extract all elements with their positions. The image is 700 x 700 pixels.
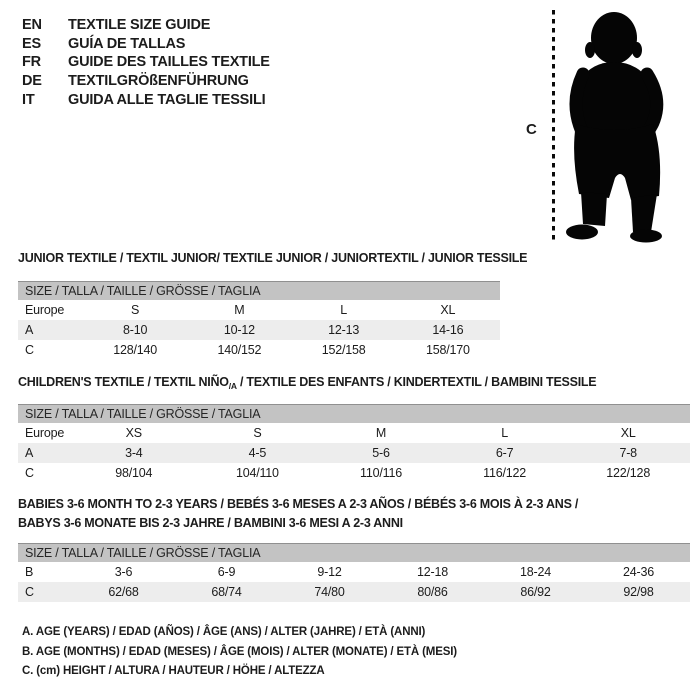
size-cell: 116/122 [483,466,527,480]
language-label: GUIDE DES TAILLES TEXTILE [68,54,270,71]
language-code: ES [22,35,41,52]
size-cell: M [234,303,245,317]
size-cell: 4-5 [248,446,267,460]
row-label: Europe [25,426,65,440]
size-cell: 24-36 [623,565,654,579]
size-cell: 9-12 [317,565,342,579]
measurement-legend [22,623,457,682]
table-row-europe [18,300,500,320]
row-label: B [25,565,34,579]
size-cell: L [340,303,347,317]
size-cell: 10-12 [223,323,255,337]
row-label: A [25,446,34,460]
size-cell: S [253,426,262,440]
babies-size-table [18,543,690,602]
size-header-row: SIZE / TALLA / TAILLE / GRÖSSE / TAGLIA [18,543,690,562]
size-cell: 12-18 [417,565,448,579]
language-row-it [22,91,270,110]
size-cell: 128/140 [113,343,158,357]
size-cell: XS [125,426,142,440]
section-title-junior: JUNIOR TEXTILE / TEXTIL JUNIOR/ TEXTILE JUNIOR / JUNIORTEXTIL / JUNIOR TESSILE [18,251,528,265]
legend-item-c: C. (cm) HEIGHT / ALTURA / HAUTEUR / HÖHE / ALTEZZA [22,665,325,678]
language-code: EN [22,17,42,33]
table-row-height [18,463,690,483]
language-row-fr [22,53,270,72]
size-cell: 18-24 [520,565,551,579]
section-title-children-main: CHILDREN'S TEXTILE / TEXTIL NIÑO [18,375,229,389]
toddler-silhouette-image [563,8,693,248]
row-label: Europe [25,303,65,317]
section-title-babies-line2: BABYS 3-6 MONATE BIS 2-3 JAHRE / BAMBINI 3-6 MESI A 2-3 ANNI [18,515,403,530]
size-cell: 140/152 [217,343,262,357]
table-row-age-years [18,443,690,463]
size-cell: XL [620,426,636,440]
size-cell: M [375,426,387,440]
legend-item-b: B. AGE (MONTHS) / EDAD (MESES) / ÂGE (MOIS) / ALTER (MONATE) / ETÀ (MESI) [22,645,457,658]
size-cell: 8-10 [123,323,148,337]
section-title-children-rest: / TEXTILE DES ENFANTS / KINDERTEXTIL / BAMBINI TESSILE [236,375,597,389]
legend-item-a: A. AGE (YEARS) / EDAD (AÑOS) / ÂGE (ANS) / ALTER (JAHRE) / ETÀ (ANNI) [22,626,426,638]
size-cell: 7-8 [619,446,637,460]
size-cell: 5-6 [372,446,390,460]
language-label: TEXTILGRÖßENFÜHRUNG [68,73,249,90]
junior-size-table [18,281,500,360]
size-header-row: SIZE / TALLA / TAILLE / GRÖSSE / TAGLIA [18,404,690,423]
table-row-europe [18,423,690,443]
language-row-de [22,72,270,91]
language-label: TEXTILE SIZE GUIDE [68,17,211,33]
size-cell: L [501,426,508,440]
height-measure-label: C [526,121,537,138]
size-cell: 3-6 [114,565,133,579]
language-label: GUÍA DE TALLAS [68,35,186,52]
section-title-babies [18,495,578,532]
section-title-babies-line1: BABIES 3-6 MONTH TO 2-3 YEARS / BEBÉS 3-6 MESES A 2-3 AÑOS / BÉBÉS 3-6 MOIS À 2-3 ANS / [18,497,579,511]
size-cell: 3-4 [125,446,143,460]
size-cell: 80/86 [417,585,448,599]
size-cell: 92/98 [623,585,654,599]
size-cell: XL [440,303,456,317]
size-cell: 104/110 [235,466,279,480]
row-label: C [25,466,34,480]
size-cell: 158/170 [425,343,470,357]
language-row-es [22,35,270,54]
children-size-table [18,404,690,483]
size-cell: 6-9 [217,565,236,579]
size-header-row: SIZE / TALLA / TAILLE / GRÖSSE / TAGLIA [18,281,500,300]
row-label: A [25,323,34,337]
language-list [22,16,270,110]
language-code: FR [22,54,41,71]
size-cell: 6-7 [495,446,514,460]
row-label: C [25,585,34,599]
size-cell: 98/104 [115,466,153,480]
size-cell: 74/80 [314,585,345,599]
table-row-height [18,582,690,602]
language-code: IT [22,91,35,108]
table-row-age-months [18,562,690,582]
section-title-children-subscript: /A [228,381,237,391]
row-label: C [25,343,34,357]
size-cell: 122/128 [606,466,651,480]
height-dashed-line [552,10,555,244]
section-title-children [18,375,596,391]
table-row-age-years [18,320,500,340]
size-cell: 152/158 [321,343,366,357]
size-cell: 68/74 [211,585,242,599]
size-cell: 110/116 [360,466,402,480]
size-cell: S [131,303,140,317]
table-row-height [18,340,500,360]
size-cell: 62/68 [108,585,139,599]
size-cell: 12-13 [328,323,360,337]
size-cell: 86/92 [520,585,551,599]
language-row-en [22,16,270,35]
size-cell: 14-16 [432,323,464,337]
language-code: DE [22,73,42,90]
language-label: GUIDA ALLE TAGLIE TESSILI [68,91,266,108]
